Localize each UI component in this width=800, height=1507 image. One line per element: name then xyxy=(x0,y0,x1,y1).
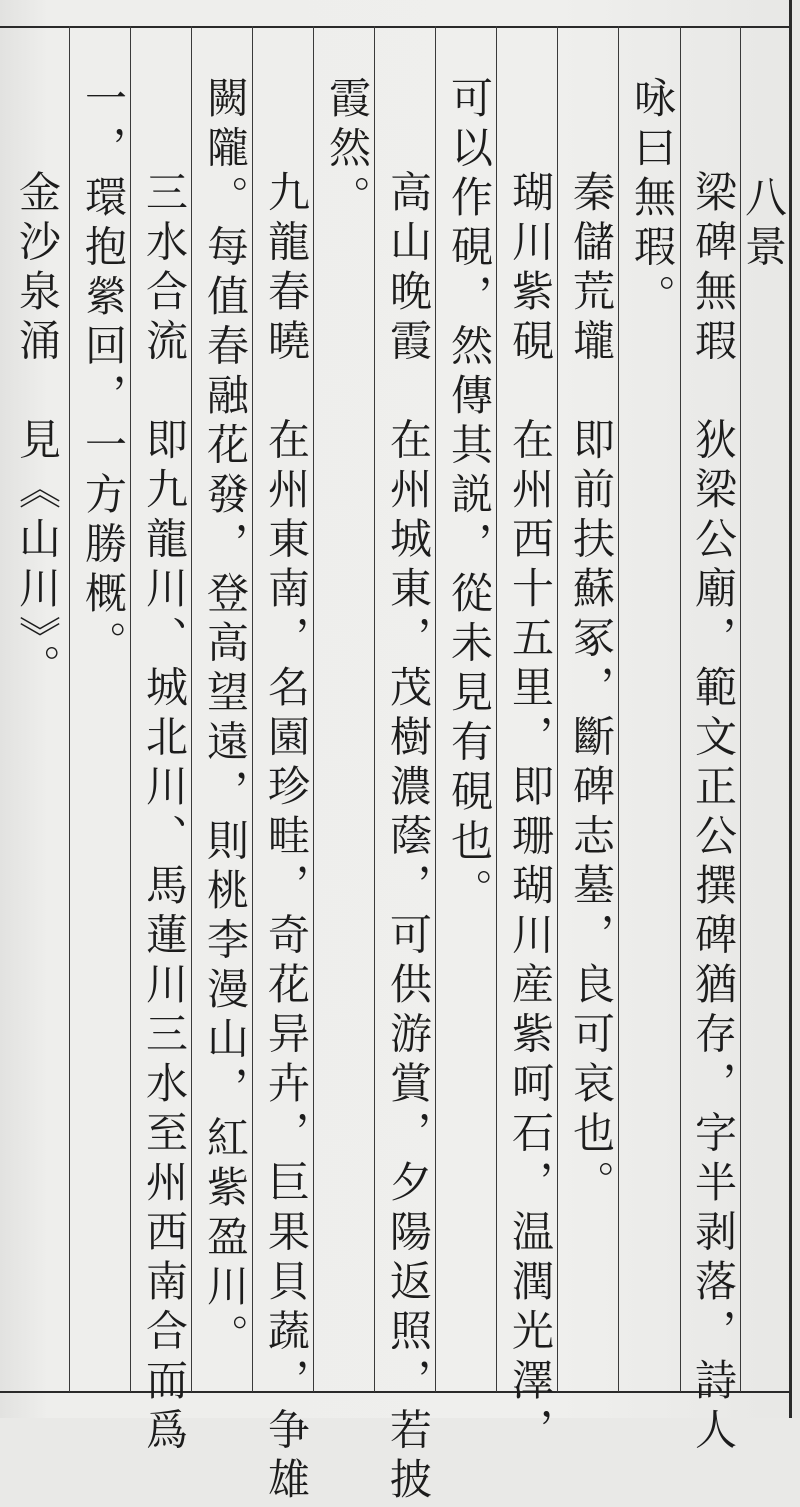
entry-line: 九龍春曉 在州東南，名園珍畦，奇花异卉，巨果貝蔬，争雄 xyxy=(262,170,311,1507)
section-heading: 八景 xyxy=(739,175,788,274)
entry-line: 咏曰無瑕。 xyxy=(628,76,677,324)
entry-line: 金沙泉涌 見《山川》。 xyxy=(13,170,62,694)
column-rule xyxy=(69,26,70,1392)
entry-line: 霞然。 xyxy=(323,76,372,225)
entry-line: 梁碑無瑕 狄梁公廟，範文正公撰碑猶存，字半剥落，詩人 xyxy=(689,170,738,1457)
entry-line: 三水合流 即九龍川、城北川、馬蓮川三水至州西南合而爲 xyxy=(140,170,189,1457)
entry-line: 一，環抱縈回，一方勝概。 xyxy=(79,76,128,670)
top-border-rule xyxy=(0,26,792,28)
entry-line: 可以作硯，然傳其説，從未見有硯也。 xyxy=(445,76,494,918)
entry-line: 闕隴。每值春融花發，登高望遠，則桃李漫山，紅紫盈川。 xyxy=(201,76,250,1363)
entry-line: 高山晚霞 在州城東，茂樹濃蔭，可供游賞，夕陽返照，若披 xyxy=(384,170,433,1507)
entry-line: 瑚川紫硯 在州西十五里，即珊瑚川産紫呵石，温潤光澤， xyxy=(506,170,555,1457)
entry-line: 秦儲荒壠 即前扶蘇冢，斷碑志墓，良可哀也。 xyxy=(567,170,616,1210)
